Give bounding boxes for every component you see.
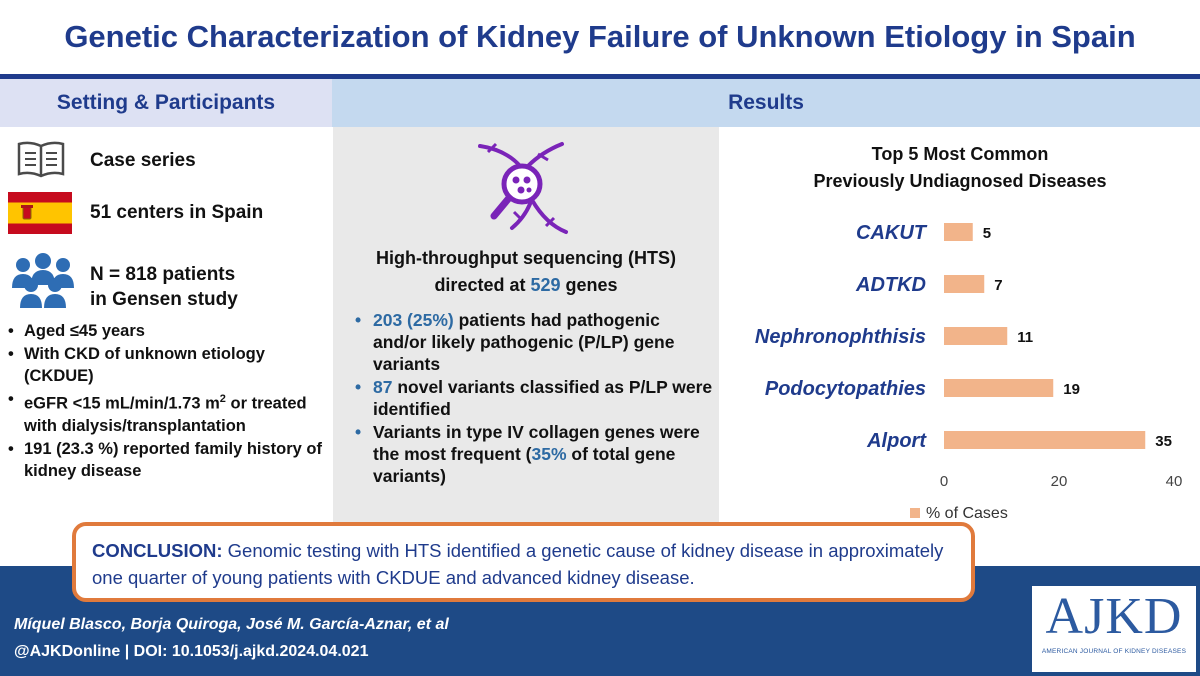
- authors: Míquel Blasco, Borja Quiroga, José M. García-Aznar, et al: [14, 616, 449, 633]
- bar-podocytopathies: [944, 379, 1053, 397]
- doi-link[interactable]: @AJKDonline | DOI: 10.1053/j.ajkd.2024.04.021: [14, 643, 369, 660]
- results-findings-list: [353, 309, 713, 488]
- section-header-setting: Setting & Participants: [0, 79, 332, 127]
- conclusion-box: CONCLUSION: Genomic testing with HTS identified a genetic cause of kidney disease in approximately one quarter of young patients with CKDUE and advanced kidney disease.: [72, 522, 975, 602]
- legend-swatch: [910, 508, 920, 518]
- category-label: CAKUT: [856, 222, 926, 244]
- data-label: 19: [1063, 381, 1080, 398]
- study-type: Case series: [90, 150, 196, 171]
- bar-cakut: [944, 223, 973, 241]
- x-tick-label: 40: [1165, 473, 1183, 490]
- data-label: 7: [994, 277, 1003, 294]
- finding-item: • 87 novel variants classified as P/LP were identified: [353, 376, 713, 420]
- data-label: 11: [1017, 329, 1034, 346]
- data-label: 5: [982, 225, 992, 242]
- criteria-item: • 191 (23.3 %) reported family history of kidney disease: [6, 438, 328, 482]
- legend-label: % of Cases: [926, 505, 1008, 518]
- x-tick-label: 0: [939, 473, 949, 490]
- dna-magnifier-icon: [466, 140, 578, 236]
- criteria-item: • With CKD of unknown etiology (CKDUE): [6, 343, 328, 387]
- ajkd-logo: AJKD AMERICAN JOURNAL OF KIDNEY DISEASES: [1032, 586, 1196, 672]
- data-label: 35: [1155, 433, 1172, 450]
- bar-adtkd: [944, 275, 984, 293]
- category-label: Podocytopathies: [764, 378, 926, 400]
- category-label: Alport: [867, 430, 926, 452]
- criteria-item: • eGFR <15 mL/min/1.73 $m^2$ or treated with dialysis/transplantation: [6, 388, 328, 437]
- finding-item: • 203 (25%) patients had pathogenic and/or likely pathogenic (P/LP) gene variants: [353, 309, 713, 375]
- spain-flag-icon: [8, 192, 72, 234]
- inclusion-criteria-list: [6, 320, 328, 483]
- x-tick-label: 20: [1050, 473, 1068, 490]
- centers-count: 51 centers in Spain: [90, 202, 264, 223]
- hts-description: High-throughput sequencing (HTS) directed at 529 genes: [376, 248, 676, 295]
- bar-alport: [944, 431, 1145, 449]
- book-icon: [16, 140, 66, 180]
- page-title: Genetic Characterization of Kidney Failure of Unknown Etiology in Spain: [64, 19, 1136, 54]
- criteria-item: • Aged ≤45 years: [6, 320, 328, 342]
- bar-nephronophthisis: [944, 327, 1007, 345]
- chart-title: Top 5 Most Common Previously Undiagnosed Diseases: [813, 144, 1107, 191]
- finding-item: • Variants in type IV collagen genes were the most frequent (35% of total gene variants): [353, 421, 713, 487]
- people-group-icon: [10, 252, 76, 310]
- section-header-results: Results: [332, 79, 1200, 127]
- category-label: ADTKD: [856, 274, 926, 296]
- disease-bar-chart: [720, 196, 1200, 518]
- category-label: Nephronophthisis: [754, 326, 926, 348]
- patients-count: N = 818 patients in Gensen study: [90, 264, 238, 310]
